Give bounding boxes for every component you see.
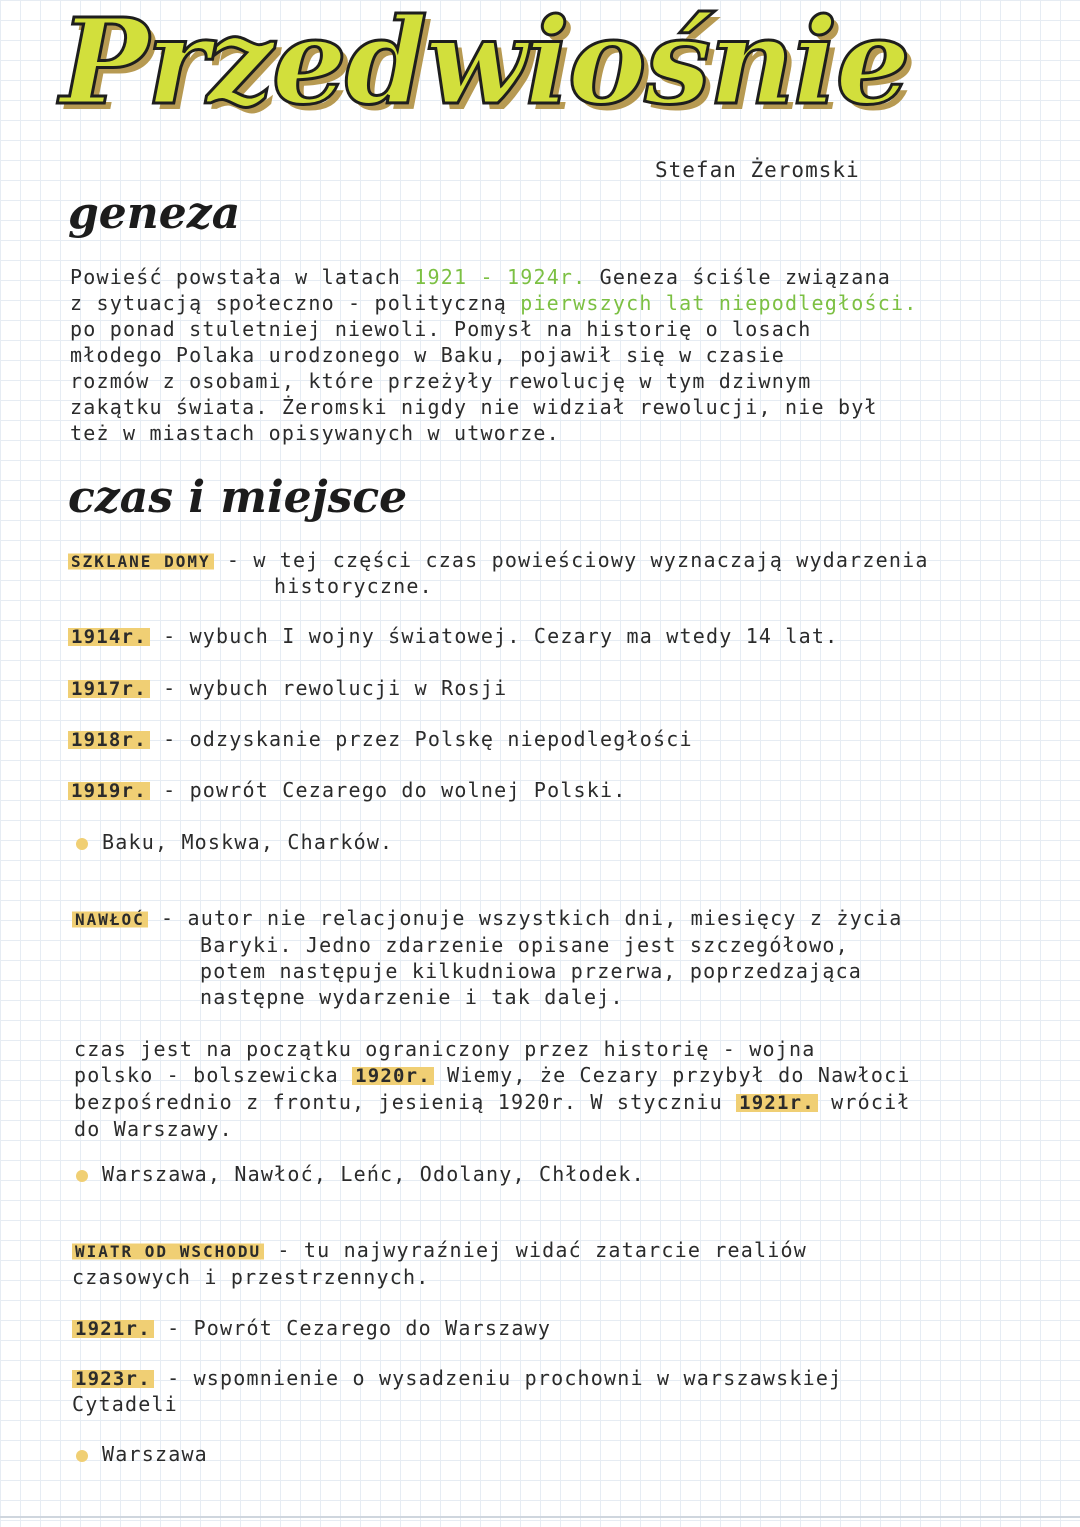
geneza-line: młodego Polaka urodzonego w Baku, pojawił się w czasie	[70, 343, 786, 367]
geneza-line: po ponad stuletniej niewoli. Pomysł na historię o losach	[70, 317, 812, 341]
nawloc-line: Baryki. Jedno zdarzenie opisane jest szczegółowo,	[200, 933, 849, 957]
nawloc-line: potem następuje kilkudniowa przerwa, poprzedzająca	[200, 959, 863, 983]
nawloc-paragraph	[200, 932, 862, 1010]
event-1918: 1918r. - odzyskanie przez Polskę niepodległości	[68, 727, 693, 751]
places-list-3: Warszawa	[76, 1442, 208, 1466]
szklane-domy-tag: SZKLANE DOMY	[68, 552, 214, 571]
geneza-line: Powieść powstała w latach 1921 - 1924r. Geneza ściśle związana	[70, 265, 891, 289]
szklane-domy-line2: historyczne.	[274, 574, 433, 598]
nawloc-line: następne wydarzenie i tak dalej.	[200, 985, 624, 1009]
geneza-line: z sytuacją społeczno - polityczną pierwszych lat niepodległości.	[70, 291, 918, 315]
geneza-line: rozmów z osobami, które przeżyły rewolucję w tym dziwnym	[70, 369, 812, 393]
war-line: polsko - bolszewicka 1920r. Wiemy, że Cezary przybył do Nawłoci	[74, 1063, 911, 1087]
wiatr-line2: czasowych i przestrzennych.	[72, 1265, 430, 1289]
bullet-icon	[76, 1170, 88, 1182]
bullet-icon	[76, 1450, 88, 1462]
bullet-icon	[76, 838, 88, 850]
geneza-line: też w miastach opisywanych w utworze.	[70, 421, 560, 445]
places-list-1: Baku, Moskwa, Charków.	[76, 830, 393, 854]
page-bottom-rule	[0, 1516, 1080, 1518]
war-line: do Warszawy.	[74, 1117, 233, 1141]
war-line: czas jest na początku ograniczony przez historię - wojna	[74, 1037, 816, 1061]
wiatr-line: WIATR OD WSCHODU - tu najwyraźniej widać zatarcie realiów	[72, 1238, 807, 1262]
war-line: bezpośrednio z frontu, jesienią 1920r. W styczniu 1921r. wrócił	[74, 1090, 911, 1114]
szklane-domy-line: SZKLANE DOMY - w tej części czas powieściowy wyznaczają wydarzenia	[68, 548, 929, 572]
section-heading-czas: czas i miejsce	[68, 472, 408, 523]
event-1923: 1923r. - wspomnienie o wysadzeniu prochowni w warszawskiej	[72, 1366, 842, 1390]
nawloc-tag: NAWŁOĆ	[72, 910, 148, 929]
event-1917: 1917r. - wybuch rewolucji w Rosji	[68, 676, 507, 700]
geneza-paragraph	[70, 264, 917, 446]
author-name: Stefan Żeromski	[655, 158, 860, 182]
places-list-2: Warszawa, Nawłoć, Leńc, Odolany, Chłodek.	[76, 1162, 645, 1186]
section-heading-geneza: geneza	[68, 188, 241, 239]
event-1919: 1919r. - powrót Cezarego do wolnej Polski.	[68, 778, 627, 802]
war-paragraph	[74, 1036, 911, 1142]
event-1914: 1914r. - wybuch I wojny światowej. Cezary ma wtedy 14 lat.	[68, 624, 838, 648]
cytadela-line: Cytadeli	[72, 1392, 178, 1416]
event-1921: 1921r. - Powrót Cezarego do Warszawy	[72, 1316, 551, 1340]
page-title: Przedwiośnie	[60, 0, 909, 131]
geneza-line: zakątku świata. Żeromski nigdy nie widział rewolucji, nie był	[70, 395, 878, 419]
wiatr-tag: WIATR OD WSCHODU	[72, 1242, 264, 1261]
nawloc-line: NAWŁOĆ - autor nie relacjonuje wszystkich dni, miesięcy z życia	[72, 906, 903, 930]
